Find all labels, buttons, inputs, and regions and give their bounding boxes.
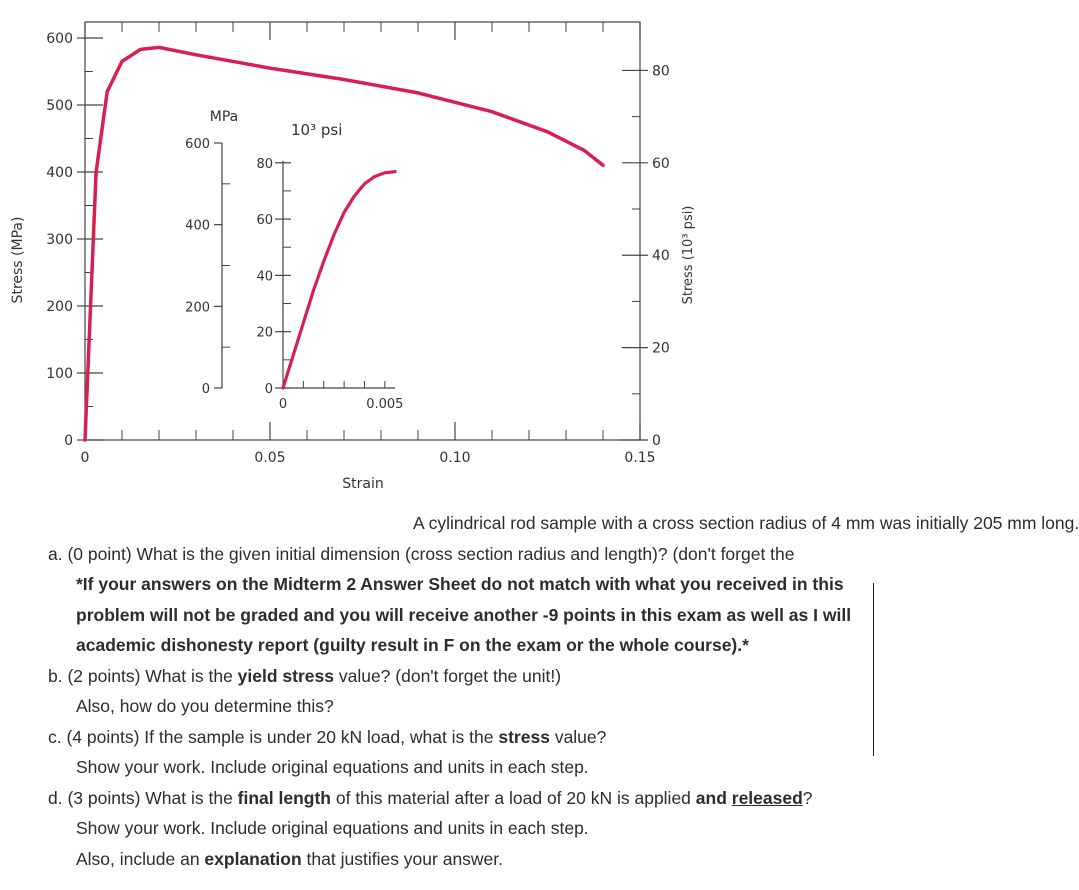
problem-text: [18, 508, 1079, 874]
problem-intro: A cylindrical rod sample with a cross section radius of 4 mm was initially 205 mm long.: [413, 513, 1079, 533]
question-d-line3: [48, 844, 898, 875]
question-d-qmark: ?: [802, 787, 813, 808]
y-tick-label: 300: [46, 232, 73, 248]
question-c-text: [48, 722, 898, 753]
inset-mpa-tick-label: 400: [185, 218, 210, 234]
inset-x-tick-label: 0.005: [366, 397, 404, 412]
inset-x-tick-label: 0: [278, 397, 288, 412]
x-tick-label: 0.05: [254, 450, 286, 466]
question-a-warning-2: problem will not be graded and you will receive another -9 points in this exam as well as I will: [76, 604, 852, 625]
inset-ksi-tick-label: 80: [256, 156, 273, 172]
main-plot-border: [85, 22, 640, 440]
question-d-keyword2: and: [695, 787, 732, 808]
x-tick-label: 0.10: [439, 450, 471, 466]
main-plot-frame: [85, 22, 640, 440]
inset-ksi-tick-label: 60: [256, 213, 273, 229]
inset-curve: [283, 172, 395, 388]
question-c-keyword: stress: [498, 726, 550, 747]
inset-chart: [185, 109, 403, 412]
question-a-text: a. (0 point) What is the given initial dimension (cross section radius and length)? (don't forget the: [48, 543, 795, 564]
question-c: [18, 722, 898, 783]
question-d-line3-suffix: that justifies your answer.: [301, 848, 504, 869]
question-d-line3-prefix: Also, include an: [76, 848, 205, 869]
question-b-text: [48, 661, 898, 692]
question-d-prefix: d. (3 points) What is the: [48, 787, 238, 808]
x-axis-label: Strain: [342, 476, 384, 492]
question-a-warning-3: academic dishonesty report (guilty result in F on the exam or the whole course).*: [76, 635, 749, 655]
question-b-suffix: value? (don't forget the unit!): [333, 665, 562, 686]
stress-strain-chart: [0, 0, 877, 505]
y-tick-label: 0: [64, 433, 73, 449]
x-tick-label: 0: [80, 450, 90, 466]
y-axis-label-right: Stress (10³ psi): [681, 205, 696, 305]
question-b: [18, 661, 898, 722]
question-a-warning-1: *If your answers on the Midterm 2 Answer Sheet do not match with what you received in this: [76, 574, 844, 594]
inset-mpa-tick-label: 600: [185, 137, 210, 152]
question-d-line2: Show your work. Include original equations and units in each step.: [76, 818, 589, 838]
question-c-line2: Show your work. Include original equations and units in each step.: [76, 757, 589, 777]
inset-mpa-tick-label: 200: [185, 300, 210, 316]
inset-ksi-tick-label: 0: [264, 382, 273, 397]
y-tick-label: 200: [46, 299, 73, 315]
question-c-prefix: c. (4 points) If the sample is under 20 kN load, what is the: [48, 726, 499, 747]
inset-mpa-tick-label: 0: [201, 382, 210, 397]
inset-ksi-tick-label: 40: [256, 269, 273, 285]
main-axis-labels: [46, 31, 670, 466]
question-d: [18, 783, 898, 875]
main-axis-ticks: [77, 22, 648, 440]
question-d-middle: of this material after a load of 20 kN is applied: [331, 787, 696, 808]
question-d-released: released: [731, 787, 803, 808]
question-d-keyword: final length: [237, 787, 331, 808]
y2-tick-label: 80: [652, 63, 670, 80]
inset-ksi-unit: 10³ psi: [291, 120, 343, 139]
y-tick-label: 500: [46, 98, 73, 114]
y2-tick-label: 60: [652, 155, 670, 172]
x-tick-label: 0.15: [624, 450, 656, 466]
inset-mpa-unit: MPa: [209, 109, 239, 125]
question-b-prefix: b. (2 points) What is the: [48, 665, 238, 686]
y-tick-label: 400: [46, 165, 73, 181]
question-c-suffix: value?: [549, 726, 607, 747]
y2-tick-label: 0: [652, 433, 661, 449]
question-b-line2: Also, how do you determine this?: [76, 696, 334, 716]
y2-tick-label: 20: [652, 340, 670, 357]
question-d-text: [48, 783, 898, 814]
question-a: [18, 539, 898, 661]
y-tick-label: 100: [46, 366, 73, 382]
y2-tick-label: 40: [652, 248, 670, 265]
y-axis-label-left: Stress (MPa): [10, 216, 26, 304]
question-d-line3-keyword: explanation: [204, 848, 302, 869]
y-tick-label: 600: [46, 31, 73, 47]
question-b-keyword: yield stress: [237, 665, 334, 686]
inset-ksi-tick-label: 20: [256, 325, 273, 341]
